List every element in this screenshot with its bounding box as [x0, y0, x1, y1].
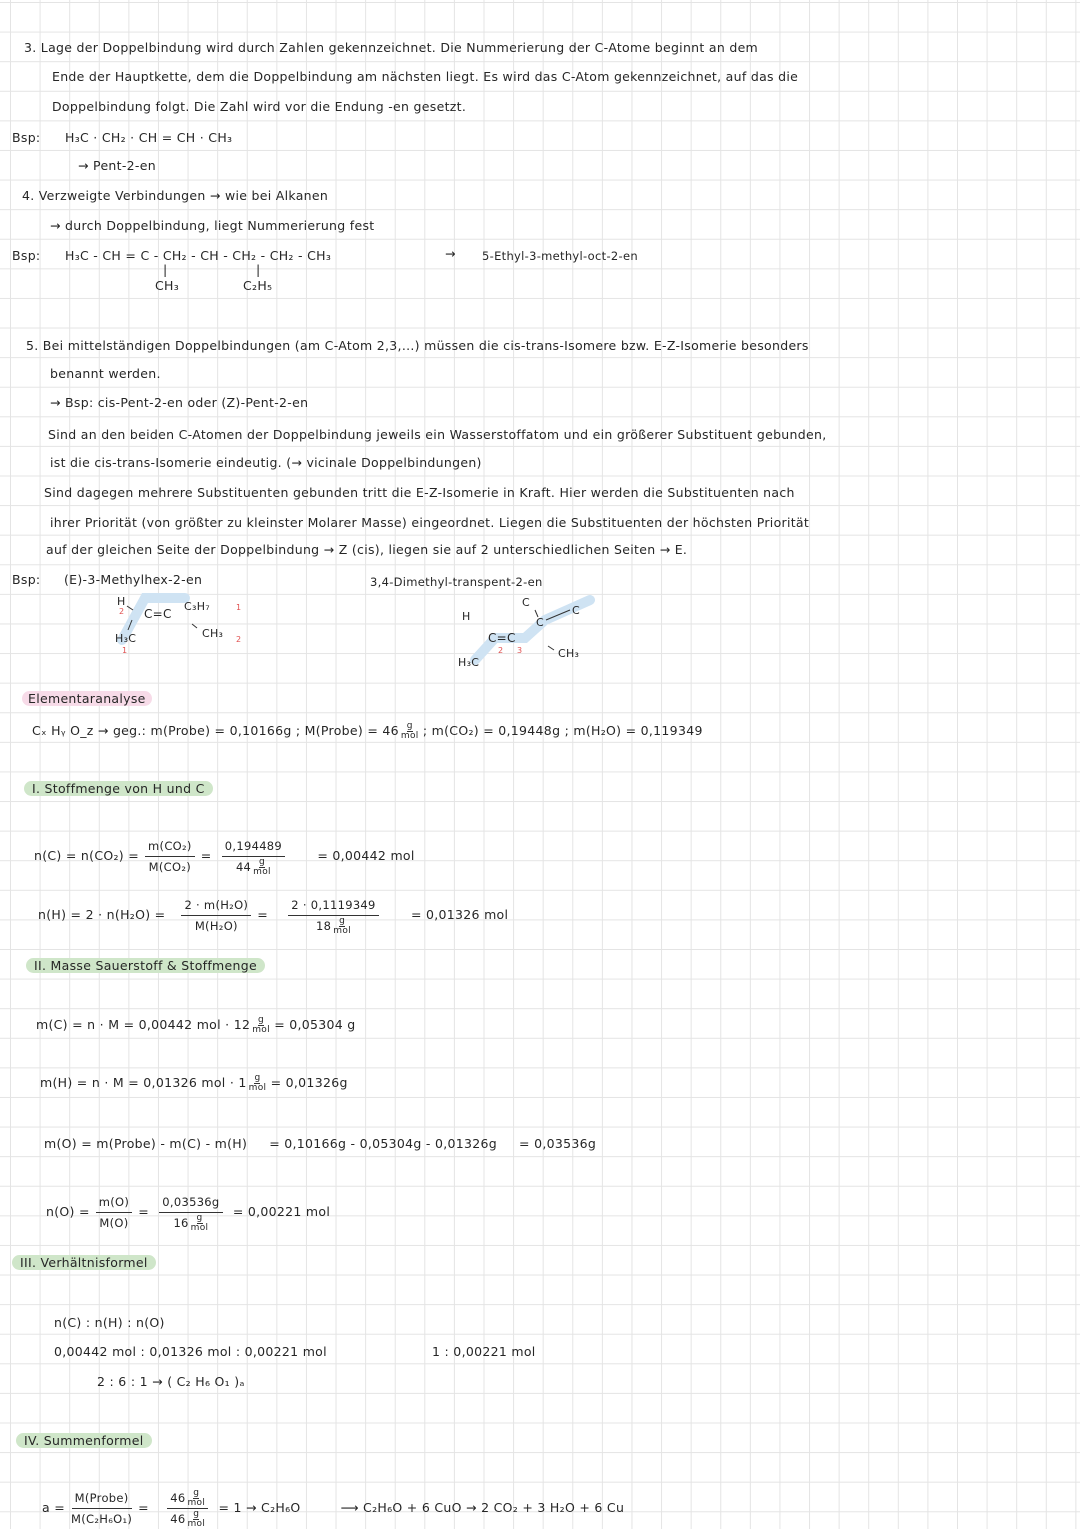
equation-nh: n(H) = 2 · n(H₂O) = $\frac{\text{2 · m(H₂O)}}{\text{M(H₂O)}}$ = 2 · 0,1119349 18 g mol = 0,01326 mol [38, 895, 508, 936]
atom-ch3: CH₃ [202, 627, 224, 640]
ratio-result: 2 : 6 : 1 → ( C₂ H₆ O₁ )ₐ [97, 1374, 245, 1389]
equation-no: n(O) = $\frac{m(O)}{M(O)}$ = 0,03536g 16 g mol = 0,00221 mol [46, 1192, 330, 1233]
ratio-divisor: 1 : 0,00221 mol [432, 1344, 536, 1359]
equation-a: a = $\frac{\text{M(Probe)}}{\text{M(C₂H₆O₁)}}$ = 46 g mol 46 g mol = 1 → C₂H₆O ⟶ C₂H₆O + 6 CuO → 2 CO₂ + 3 H₂O + 6 Cu [42, 1488, 625, 1529]
atom-c: C [522, 596, 530, 609]
equation-nc: n(C) = n(CO₂) = $\frac{\text{m(CO₂)}}{\text{M(CO₂)}}$ = 0,194489 44 g mol = 0,00442 mol [34, 836, 415, 877]
heading-text: I. Stoffmenge von H und C [24, 781, 213, 796]
text-line: Sind dagegen mehrere Substituenten gebunden tritt die E-Z-Isomerie in Kraft. Hier werden die Substituenten nach [44, 485, 795, 500]
priority-number: 2 [119, 607, 125, 616]
atom-c: C [572, 604, 580, 617]
given-values [32, 722, 703, 741]
equation-mc: m(C) = n · M = 0,00442 mol · 12 g mol = 0,05304 g [36, 1015, 356, 1035]
heading-text: Elementaranalyse [22, 691, 152, 706]
priority-number: 1 [122, 646, 128, 655]
atom-c3h7: C₃H₇ [184, 600, 210, 613]
formula-result: → Pent-2-en [78, 158, 156, 173]
section-title: 4. Verzweigte Verbindungen → wie bei Alkanen [22, 188, 329, 203]
compound-name: 5-Ethyl-3-methyl-oct-2-en [482, 249, 638, 263]
heading-text: IV. Summenformel [16, 1433, 152, 1448]
formula: H₃C · CH₂ · CH = CH · CH₃ [65, 130, 233, 145]
text-line: 5. Bei mittelständigen Doppelbindungen (am C-Atom 2,3,...) müssen die cis-trans-Isomere bzw. E-Z-Isomerie besonders [26, 338, 809, 353]
text-line: Ende der Hauptkette, dem die Doppelbindung am nächsten liegt. Es wird das C-Atom gekennzeichnet, auf das die [52, 69, 799, 84]
heading [16, 1433, 152, 1449]
bond [127, 606, 133, 610]
arrow: → [445, 246, 456, 261]
given-text: Cₓ Hᵧ O_z → geg.: m(Probe) = 0,10166g ; M(Probe) = 46 [32, 723, 399, 738]
text-line: benannt werden. [50, 366, 161, 381]
text-line: auf der gleichen Seite der Doppelbindung → Z (cis), liegen sie auf 2 unterschiedlichen Seiten → E. [46, 542, 688, 557]
text-line: → Bsp: cis-Pent-2-en oder (Z)-Pent-2-en [50, 395, 309, 410]
compound-name: 3,4-Dimethyl-transpent-2-en [370, 575, 543, 589]
text-line: Sind an den beiden C-Atomen der Doppelbindung jeweils ein Wasserstoffatom und ein größerer Substituent gebunden, [48, 427, 827, 442]
atom-ch3: CH₃ [558, 647, 580, 660]
example-label: Bsp: [12, 130, 41, 145]
atom-h: H [117, 595, 126, 608]
branch: CH₃ [155, 278, 180, 293]
unit: g mol [400, 721, 419, 741]
text-line: → durch Doppelbindung, liegt Nummerierung fest [50, 218, 375, 233]
atom-cc: C=C [144, 607, 172, 621]
atom-h3c: H₃C [458, 656, 480, 669]
equation-mh: m(H) = n · M = 0,01326 mol · 1 g mol = 0,01326g [40, 1073, 348, 1093]
atom-cc: C=C [488, 631, 516, 645]
priority-number: 2 [236, 635, 242, 644]
bond-line: | [163, 262, 168, 277]
text-line: 3. Lage der Doppelbindung wird durch Zahlen gekennzeichnet. Die Nummerierung der C-Atome beginnt an dem [24, 40, 759, 55]
text-line: ist die cis-trans-Isomerie eindeutig. (→ vicinale Doppelbindungen) [50, 455, 482, 470]
heading-text: II. Masse Sauerstoff & Stoffmenge [26, 958, 265, 973]
heading-text: III. Verhältnisformel [12, 1255, 156, 1270]
structure-e-3-methylhex-2-en [100, 590, 260, 680]
ratio-label: n(C) : n(H) : n(O) [54, 1315, 165, 1330]
bond [548, 646, 554, 650]
compound-name: (E)-3-Methylhex-2-en [64, 572, 203, 587]
heading [22, 691, 152, 707]
ratio-values: 0,00442 mol : 0,01326 mol : 0,00221 mol [54, 1344, 327, 1359]
bond [192, 624, 197, 628]
text-line: ihrer Priorität (von größter zu kleinster Molarer Masse) eingeordnet. Liegen die Substituenten der höchsten Priorität [50, 515, 810, 530]
atom-h3c: H₃C [115, 632, 137, 645]
heading [26, 958, 265, 974]
priority-number: 1 [236, 603, 242, 612]
structure-3-4-dimethyl-trans-pent-2-en [450, 590, 630, 680]
heading [24, 781, 213, 797]
equation-mo: m(O) = m(Probe) - m(C) - m(H) = 0,10166g - 0,05304g - 0,01326g = 0,03536g [44, 1136, 597, 1151]
bond-line: | [256, 262, 261, 277]
carbon-number: 2 [498, 646, 504, 655]
example-label: Bsp: [12, 572, 41, 587]
given-text: ; m(CO₂) = 0,19448g ; m(H₂O) = 0,119349 [422, 723, 703, 738]
carbon-number: 3 [517, 646, 523, 655]
text-line: Doppelbindung folgt. Die Zahl wird vor die Endung -en gesetzt. [52, 99, 467, 114]
atom-h: H [462, 610, 471, 623]
formula: H₃C - CH = C - CH₂ - CH - CH₂ - CH₂ - CH₃ [65, 248, 332, 263]
atom-c: C [536, 616, 544, 629]
example-label: Bsp: [12, 248, 41, 263]
heading [12, 1255, 156, 1271]
branch: C₂H₅ [243, 278, 273, 293]
